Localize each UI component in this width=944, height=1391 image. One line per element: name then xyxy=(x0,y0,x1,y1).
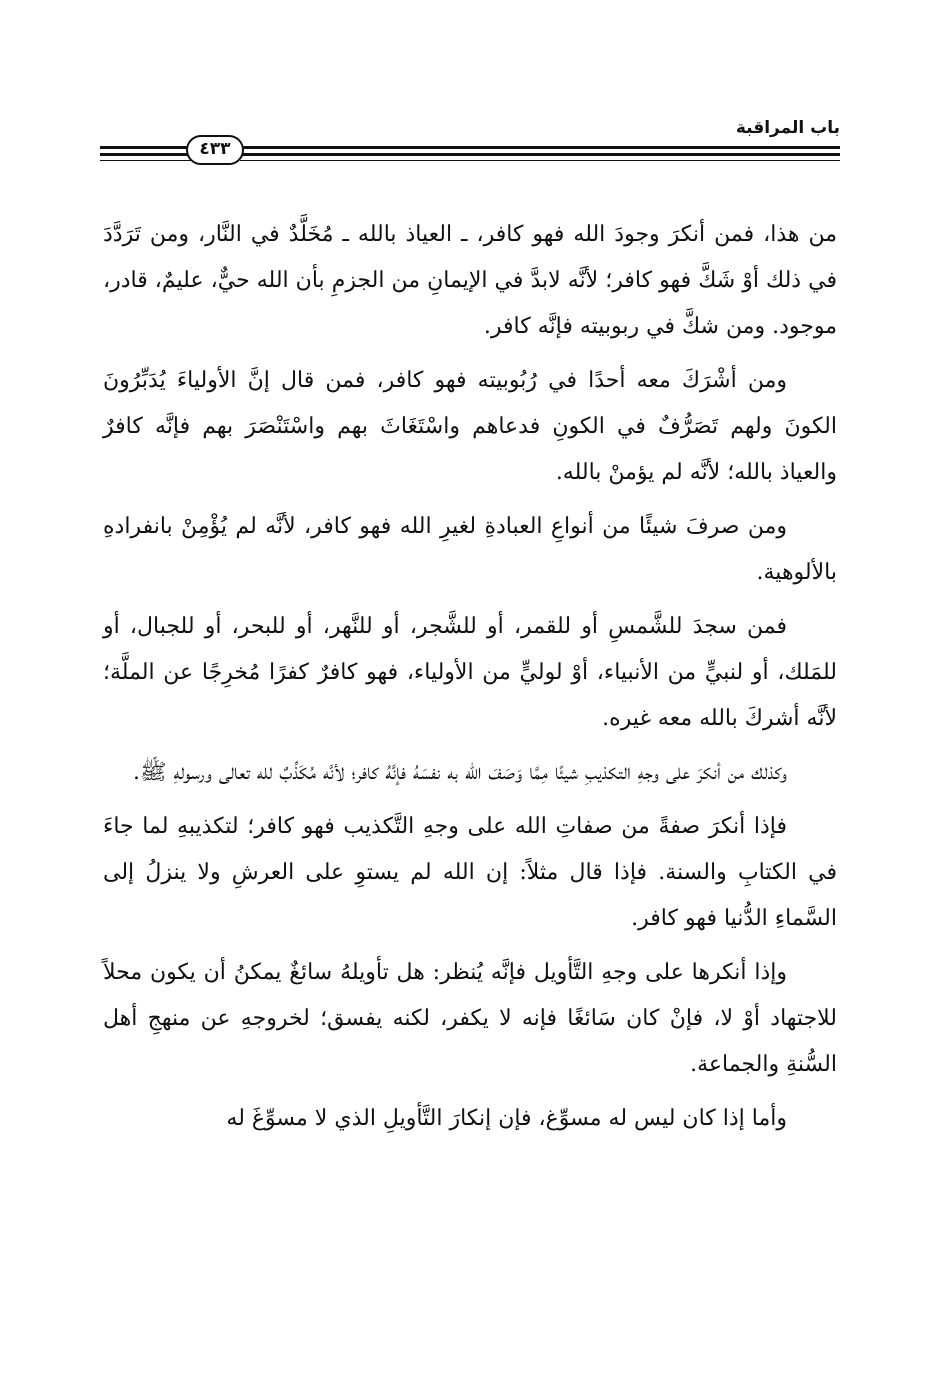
page-number-badge: ٤٣٣ xyxy=(186,135,244,165)
header-rule xyxy=(100,160,192,161)
paragraph: ومن صرفَ شيئًا من أنواعِ العبادةِ لغيرِ الله فهو كافر، لأنَّه لم يُؤْمِنْ بانفرادهِ بالألوهية. xyxy=(103,514,837,585)
paragraph: وكذلك من أنكرَ على وجهِ التكذيبِ شيئًا مِمَّا وَصَفَ الله به نفسَهُ فإنَّهُ كافر؛ لأنَّه مُكَذِّبٌ لله تعالى ورسولهِ ﷺ. xyxy=(133,760,787,785)
chapter-title: باب المراقبة xyxy=(735,118,840,138)
paragraph: من هذا، فمن أنكرَ وجودَ الله فهو كافر، ـ العياذ بالله ـ مُخَلَّدٌ في النَّار، ومن تَرَدَّدَ في ذلك أوْ شَكَّ فهو كافر؛ لأنَّه لابدَّ في الإيمانِ من الجزمِ بأن الله حيٌّ، عليمٌ، قادر، موجود. ومن شكَّ في ربوبيته فإنَّه كافر. xyxy=(103,222,837,339)
paragraph: وإذا أنكرها على وجهِ التَّأويل فإنَّه يُنظر: هل تأويلهُ سائغٌ يمكنُ أن يكون محلاً للاجتهاد أوْ لا، فإنْ كان سَائغًا فإنه لا يكفر، لكنه يفسق؛ لخروجهِ عن منهجِ أهل السُّنةِ والجماعة. xyxy=(103,960,838,1077)
paragraph: فإذا أنكرَ صفةً من صفاتِ الله على وجهِ التَّكذيب فهو كافر؛ لتكذيبهِ لما جاءَ في الكتابِ والسنة. فإذا قال مثلاً: إن الله لم يستوِ على العرشِ ولا ينزلُ إلى السَّماءِ الدُّنيا فهو كافر. xyxy=(103,814,837,931)
paragraph: ومن أشْرَكَ معه أحدًا في رُبُوبيته فهو كافر، فمن قال إنَّ الأولياءَ يُدَبِّرُونَ الكونَ ولهم تَصَرُّفٌ في الكونِ فدعاهم واسْتَغَاثَ بهم واسْتَنْصَرَ بهم فإنَّه كافرٌ والعياذ بالله؛ لأنَّه لم يؤمنْ بالله. xyxy=(103,368,837,485)
header-rule xyxy=(100,153,192,156)
paragraph: وأما إذا كان ليس له مسوِّغ، فإن إنكارَ التَّأويلِ الذي لا مسوِّغَ له xyxy=(226,1106,787,1131)
page-body xyxy=(103,212,837,1150)
page-header xyxy=(100,118,840,164)
header-rule xyxy=(240,146,840,149)
header-rule xyxy=(240,160,840,161)
paragraph: فمن سجدَ للشَّمسِ أو للقمر، أو للشَّجر، أو للنَّهر، أو للبحر، أو للجبال، أو للمَلك، أو لنبيٍّ من الأنبياء، أوْ لوليٍّ من الأولياء، فهو كافرٌ كفرًا مُخرِجًا عن الملَّة؛ لأنَّه أشركَ بالله معه غيره. xyxy=(103,614,837,731)
header-rule xyxy=(100,146,192,149)
header-rule xyxy=(240,153,840,156)
